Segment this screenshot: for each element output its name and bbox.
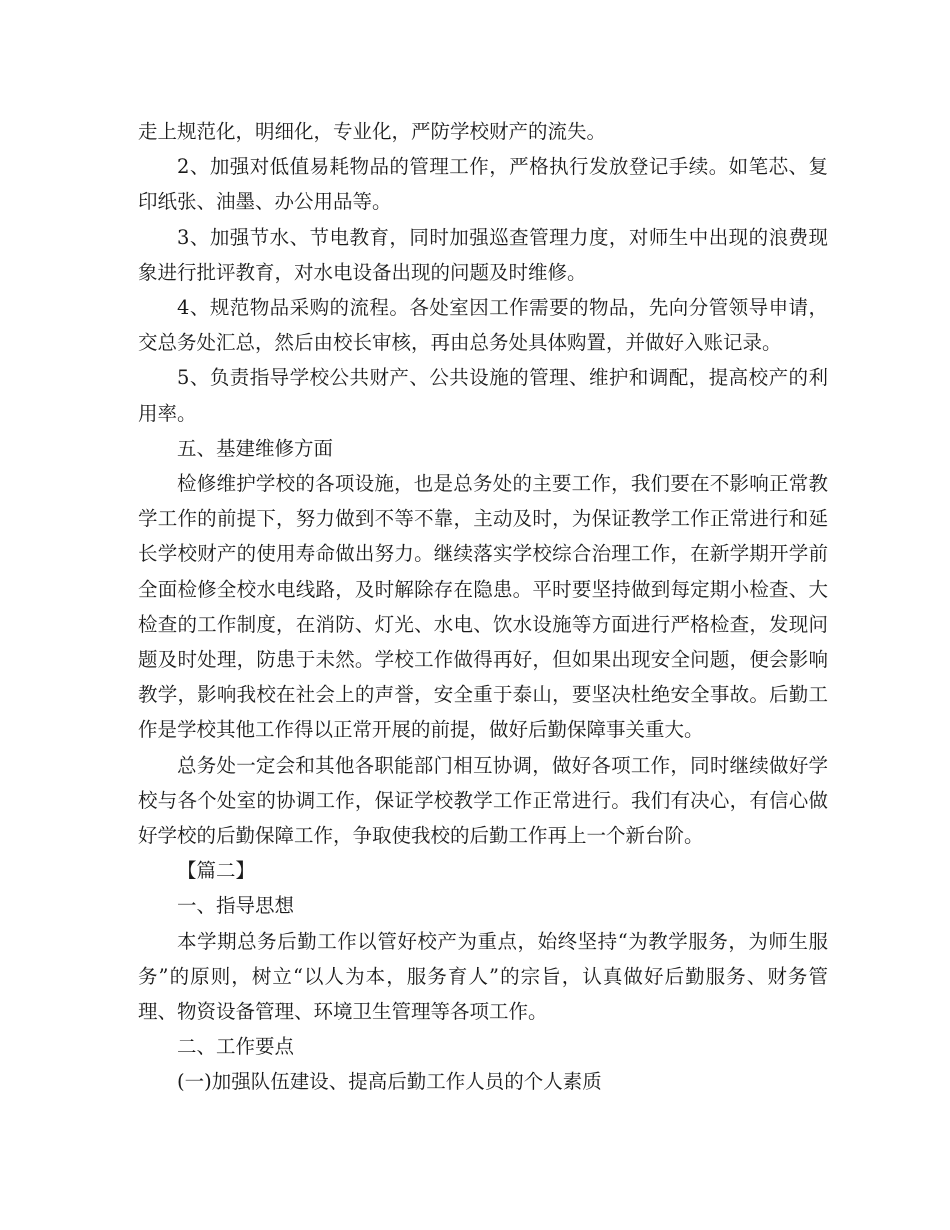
paragraph: 2、加强对低值易耗物品的管理工作，严格执行发放登记手续。如笔芯、复印纸张、油墨、办公用品等。: [138, 155, 828, 214]
section-heading: 一、指导思想: [177, 894, 295, 918]
document-body: [138, 114, 828, 1100]
paragraph: 走上规范化，明细化，专业化，严防学校财产的流失。: [138, 120, 607, 143]
subsection-heading: (一)加强队伍建设、提高后勤工作人员的个人素质: [177, 1070, 602, 1094]
paragraph: 本学期总务后勤工作以管好校产为重点，始终坚持“为教学服务，为师生服务”的原则，树立“以人为本，服务育人”的宗旨，认真做好后勤服务、财务管理、物资设备管理、环境卫生管理等各项工作。: [138, 929, 828, 1024]
paragraph: 4、规范物品采购的流程。各处室因工作需要的物品，先向分管领导申请，交总务处汇总，然后由校长审核，再由总务处具体购置，并做好入账记录。: [138, 296, 828, 355]
section-heading: 五、基建维修方面: [177, 436, 334, 460]
paragraph: 总务处一定会和其他各职能部门相互协调，做好各项工作，同时继续做好学校与各个处室的协调工作，保证学校教学工作正常进行。我们有决心，有信心做好学校的后勤保障工作，争取使我校的后勤工作再上一个新台阶。: [138, 753, 828, 848]
paragraph: 3、加强节水、节电教育，同时加强巡查管理力度，对师生中出现的浪费现象进行批评教育，对水电设备出现的问题及时维修。: [138, 225, 828, 284]
paragraph: 5、负责指导学校公共财产、公共设施的管理、维护和调配，提高校产的利用率。: [138, 366, 828, 425]
section-heading: 二、工作要点: [177, 1035, 295, 1059]
part-heading: 【篇二】: [177, 859, 256, 883]
paragraph: 检修维护学校的各项设施，也是总务处的主要工作，我们要在不影响正常教学工作的前提下，努力做到不等不靠，主动及时，为保证教学工作正常进行和延长学校财产的使用寿命做出努力。继续落实学校综合治理工作，在新学期开学前全面检修全校水电线路，及时解除存在隐患。平时要坚持做到每定期小检查、大检查的工作制度，在消防、灯光、水电、饮水设施等方面进行严格检查，发现问题及时处理，防患于未然。学校工作做得再好，但如果出现安全问题，便会影响教学，影响我校在社会上的声誉，安全重于泰山，要坚决杜绝安全事故。后勤工作是学校其他工作得以正常开展的前提，做好后勤保障事关重大。: [138, 472, 828, 742]
